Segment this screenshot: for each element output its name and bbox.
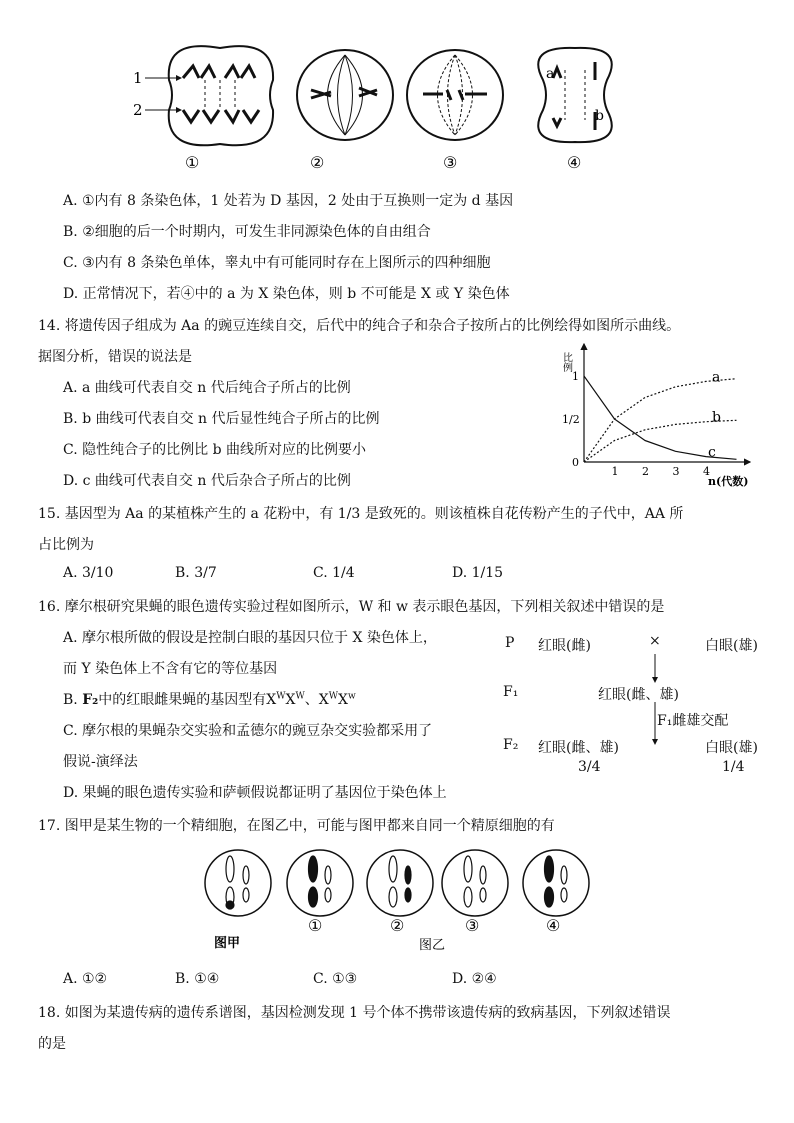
series-label-c: c <box>708 444 716 461</box>
q14-stem-line2: 据图分析，错误的说法是 <box>38 349 192 365</box>
q17-option-b: B. ①④ <box>175 971 220 987</box>
chromosome-a-label: a <box>546 66 555 82</box>
cross-f2-red-ratio: 3/4 <box>578 759 601 775</box>
x-tick-3: 3 <box>672 465 680 478</box>
y-axis-label: 比例 <box>560 352 572 372</box>
cell-label-3: ③ <box>443 153 458 172</box>
series-label-a: a <box>712 369 721 386</box>
q17-cell-label-2: ② <box>390 916 405 935</box>
q16-option-d: D. 果蝇的眼色遗传实验和萨顿假说都证明了基因位于染色体上 <box>63 785 447 801</box>
cell-3-diagram <box>407 50 503 140</box>
q13-option-b: B. ②细胞的后一个时期内，可发生非同源染色体的自由组合 <box>63 224 431 240</box>
cell-label-4: ④ <box>567 153 582 172</box>
x-tick-4: 4 <box>703 465 710 478</box>
q18-stem-line1: 18. 如图为某遗传病的遗传系谱图，基因检测发现 1 号个体不携带该遗传病的致病基因，下列叙述错误 <box>38 1005 671 1021</box>
cell-label-2: ② <box>310 153 325 172</box>
q15-stem-line2: 占比例为 <box>38 537 94 553</box>
y-tick-1: 1/2 <box>562 413 580 426</box>
cross-f2-white-ratio: 1/4 <box>722 759 745 775</box>
q13-cell-figures <box>125 40 635 175</box>
pointer-2: 2 <box>133 101 143 119</box>
cross-p-female: 红眼(雌) <box>538 638 591 654</box>
x-axis-label: n(代数) <box>708 475 749 488</box>
label-tu-yi: 图乙 <box>419 938 446 953</box>
y-tick-0: 0 <box>572 456 579 469</box>
q16-option-c-line2: 假说-演绎法 <box>63 754 138 770</box>
x-tick-1: 1 <box>611 465 619 478</box>
q17-stem: 17. 图甲是某生物的一个精细胞，在图乙中，可能与图甲都来自同一个精原细胞的有 <box>38 818 555 834</box>
q15-option-a: A. 3/10 <box>63 565 114 581</box>
q14-option-a: A. a 曲线可代表自交 n 代后纯合子所占的比例 <box>63 380 351 396</box>
q16-option-c-line1: C. 摩尔根的果蝇杂交实验和孟德尔的豌豆杂交实验都采用了 <box>63 723 433 739</box>
cross-f2-label: F₂ <box>503 737 519 753</box>
q14-ratio-chart <box>560 338 760 490</box>
label-tu-jia: 图甲 <box>214 936 241 951</box>
q13-option-c: C. ③内有 8 条染色单体，睾丸中有可能同时存在上图所示的四种细胞 <box>63 255 491 271</box>
q16-stem: 16. 摩尔根研究果蝇的眼色遗传实验过程如图所示，W 和 w 表示眼色基因，下列相关叙述中错误的是 <box>38 599 665 615</box>
cross-f2-white: 白眼(雄) <box>705 740 758 756</box>
q16-option-b: B. F₂中的红眼雌果蝇的基因型有$X^WX^W$、$X^WX^w$ <box>63 691 356 708</box>
q17-option-a: A. ①② <box>63 971 108 987</box>
cell-1-diagram <box>133 46 273 145</box>
cross-p-label: P <box>505 635 515 651</box>
cross-sign: × <box>649 633 661 649</box>
cell-4-diagram <box>538 48 612 142</box>
q17-option-c: C. ①③ <box>313 971 358 987</box>
cell-2-diagram <box>297 50 393 140</box>
cross-f1-phenotype: 红眼(雌、雄) <box>598 687 679 703</box>
cross-f1-label: F₁ <box>503 684 519 700</box>
q16-option-a-line2: 而 Y 染色体上不含有它的等位基因 <box>63 661 278 677</box>
q15-stem-line1: 15. 基因型为 Aa 的某植株产生的 a 花粉中，有 1/3 是致死的。则该植株自花传粉产生的子代中，AA 所 <box>38 506 684 522</box>
q13-option-d: D. 正常情况下，若④中的 a 为 X 染色体，则 b 不可能是 X 或 Y 染色体 <box>63 286 510 302</box>
series-label-b: b <box>712 409 721 426</box>
q17-cell-label-3: ③ <box>465 916 480 935</box>
q15-option-d: D. 1/15 <box>452 565 504 581</box>
q18-stem-line2: 的是 <box>38 1036 66 1052</box>
q16-option-a-line1: A. 摩尔根所做的假设是控制白眼的基因只位于 X 染色体上， <box>63 630 437 646</box>
q17-sperm-figures <box>200 845 610 955</box>
chromosome-b-label: b <box>595 108 604 124</box>
q15-option-b: B. 3/7 <box>175 565 217 581</box>
q14-stem-line1: 14. 将遗传因子组成为 Aa 的豌豆连续自交，后代中的纯合子和杂合子按所占的比例绘得如图所示曲线。 <box>38 318 681 334</box>
q14-option-b: B. b 曲线可代表自交 n 代后显性纯合子所占的比例 <box>63 411 380 427</box>
y-tick-2: 1 <box>572 370 579 383</box>
cross-f1-mating: F₁雌雄交配 <box>657 713 729 729</box>
q14-option-d: D. c 曲线可代表自交 n 代后杂合子所占的比例 <box>63 473 351 489</box>
q17-cell-label-1: ① <box>308 916 323 935</box>
q13-option-a: A. ①内有 8 条染色体，1 处若为 D 基因，2 处由于互换则一定为 d 基因 <box>63 193 514 209</box>
q17-cell-label-4: ④ <box>546 916 561 935</box>
cross-p-male: 白眼(雄) <box>705 638 758 654</box>
cell-label-1: ① <box>185 153 200 172</box>
q14-option-c: C. 隐性纯合子的比例比 b 曲线所对应的比例要小 <box>63 442 366 458</box>
x-tick-2: 2 <box>642 465 649 478</box>
q17-option-d: D. ②④ <box>452 971 497 987</box>
cross-f2-red: 红眼(雌、雄) <box>538 740 619 756</box>
pointer-1: 1 <box>133 69 143 87</box>
q15-option-c: C. 1/4 <box>313 565 355 581</box>
